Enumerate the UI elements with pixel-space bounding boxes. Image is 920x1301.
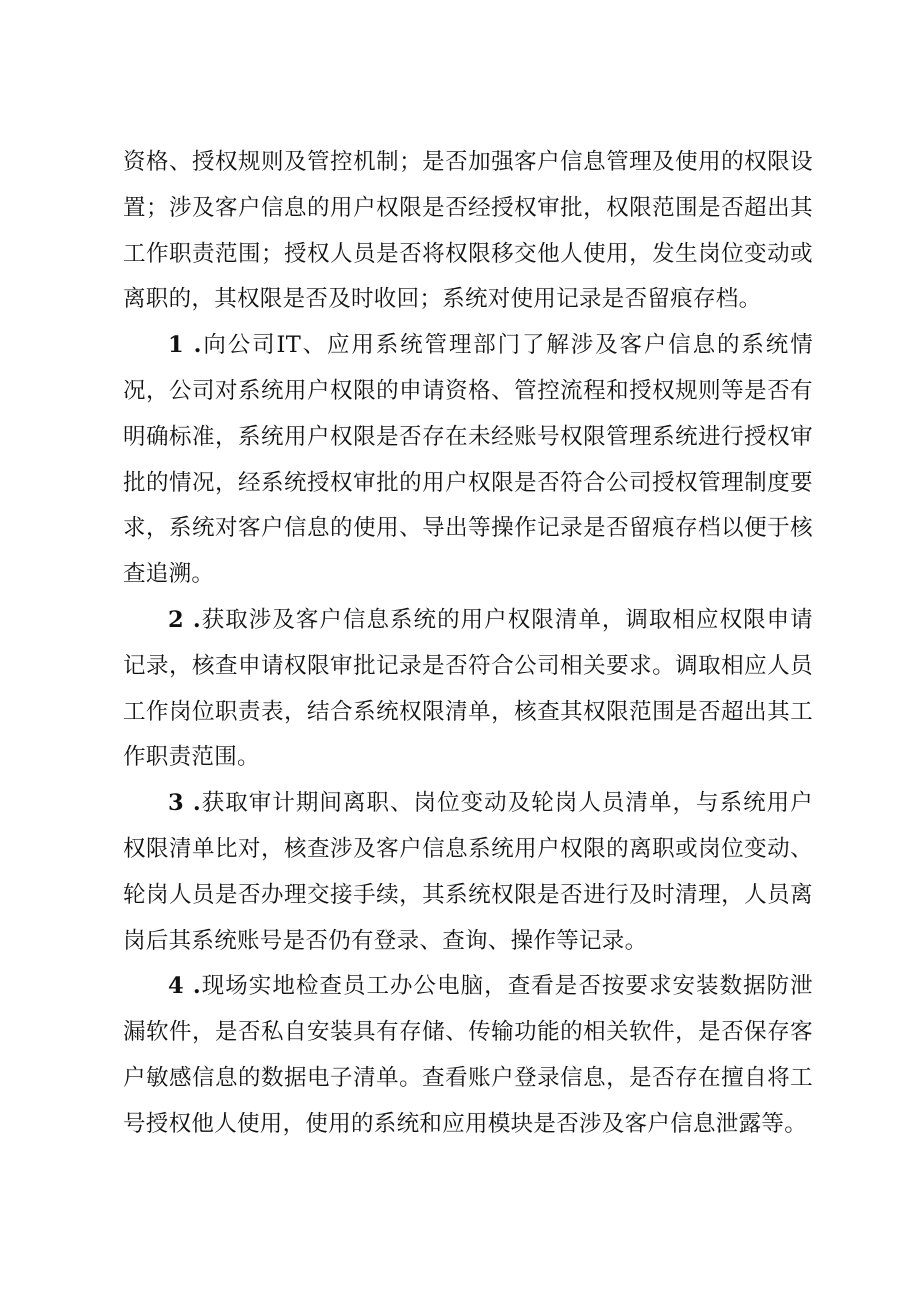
paragraph-number: 2 . (168, 606, 201, 633)
paragraph-text: 现场实地检查员工办公电脑，查看是否按要求安装数据防泄漏软件，是否私自安装具有存储、传输功能的相关软件，是否保存客户敏感信息的数据电子清单。查看账户登录信息，是否存在擅自将工号授权他人使用，使用的系统和应用模块是否涉及客户信息泄露等。 (123, 973, 813, 1137)
paragraph-number: 3 . (168, 790, 201, 817)
paragraph-number: 4 . (168, 973, 201, 1000)
paragraph-item-2 (123, 598, 813, 781)
paragraph-text: 资格、授权规则及管控机制；是否加强客户信息管理及使用的权限设置；涉及客户信息的用户权限是否经授权审批，权限范围是否超出其工作职责范围；授权人员是否将权限移交他人使用，发生岗位变动或离职的，其权限是否及时收回；系统对使用记录是否留痕存档。 (123, 149, 813, 313)
document-body (123, 140, 813, 1148)
paragraph-number: 1 . (168, 332, 202, 359)
paragraph-item-1 (123, 323, 813, 598)
paragraph-item-4 (123, 964, 813, 1147)
paragraph-text: 获取涉及客户信息系统的用户权限清单，调取相应权限申请记录，核查申请权限审批记录是否符合公司相关要求。调取相应人员工作岗位职责表，结合系统权限清单，核查其权限范围是否超出其工作职责范围。 (123, 606, 813, 771)
paragraph-text: 向公司IT、应用系统管理部门了解涉及客户信息的系统情况，公司对系统用户权限的申请资格、管控流程和授权规则等是否有明确标准，系统用户权限是否存在未经账号权限管理系统进行授权审批的情况，经系统授权审批的用户权限是否符合公司授权管理制度要求，系统对客户信息的使用、导出等操作记录是否留痕存档以便于核查追溯。 (123, 332, 813, 588)
paragraph-text: 获取审计期间离职、岗位变动及轮岗人员清单，与系统用户权限清单比对，核查涉及客户信息系统用户权限的离职或岗位变动、轮岗人员是否办理交接手续，其系统权限是否进行及时清理，人员离岗后其系统账号是否仍有登录、查询、操作等记录。 (123, 790, 813, 954)
paragraph-item-3 (123, 781, 813, 964)
paragraph-continuation (123, 140, 813, 323)
